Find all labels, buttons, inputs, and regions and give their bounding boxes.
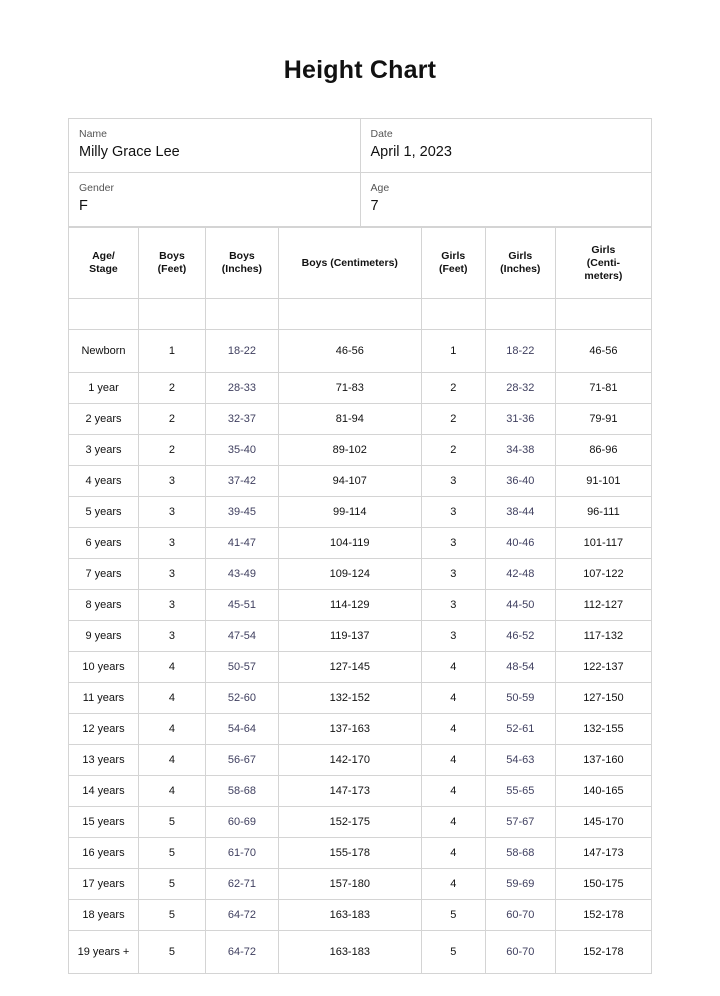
cell-boys-feet: 5 <box>138 869 205 900</box>
height-chart-body <box>69 299 652 974</box>
cell-girls-centimeters: 96-111 <box>555 497 651 528</box>
cell-girls-centimeters: 145-170 <box>555 807 651 838</box>
gender-value: F <box>79 198 88 214</box>
cell-girls-centimeters: 117-132 <box>555 621 651 652</box>
cell-girls-inches: 40-46 <box>485 528 555 559</box>
header-line-2: (Feet) <box>157 263 187 275</box>
cell-boys-feet: 4 <box>138 776 205 807</box>
cell-age-stage: 4 years <box>69 466 139 497</box>
table-row <box>69 838 652 869</box>
cell-age-stage: 18 years <box>69 900 139 931</box>
cell-age-stage: 13 years <box>69 745 139 776</box>
cell-girls-inches: 36-40 <box>485 466 555 497</box>
table-row <box>69 404 652 435</box>
cell-boys-centimeters: 119-137 <box>278 621 421 652</box>
name-cell[interactable] <box>69 119 361 173</box>
cell-girls-feet: 4 <box>421 869 485 900</box>
cell-boys-feet: 3 <box>138 466 205 497</box>
cell-girls-centimeters: 46-56 <box>555 330 651 373</box>
cell-girls-inches: 58-68 <box>485 838 555 869</box>
cell-girls-centimeters: 127-150 <box>555 683 651 714</box>
header-line-1: Boys <box>229 250 255 262</box>
header-line-2: (Feet) <box>438 263 468 275</box>
cell-boys-inches: 47-54 <box>205 621 278 652</box>
column-header-girls-inches <box>485 228 555 299</box>
table-header-row <box>69 228 652 299</box>
table-row <box>69 435 652 466</box>
header-line-1: Girls <box>508 250 533 262</box>
cell-age-stage: 8 years <box>69 590 139 621</box>
cell-girls-feet: 4 <box>421 776 485 807</box>
cell-age-stage: 11 years <box>69 683 139 714</box>
cell-boys-centimeters: 147-173 <box>278 776 421 807</box>
cell-boys-centimeters: 155-178 <box>278 838 421 869</box>
cell-age-stage: Newborn <box>69 330 139 373</box>
cell-boys-feet: 5 <box>138 807 205 838</box>
age-label: Age <box>370 182 390 194</box>
cell-boys-centimeters: 127-145 <box>278 652 421 683</box>
cell-boys-centimeters: 114-129 <box>278 590 421 621</box>
cell-boys-inches: 56-67 <box>205 745 278 776</box>
cell-girls-inches: 48-54 <box>485 652 555 683</box>
cell-boys-feet: 3 <box>138 621 205 652</box>
cell-boys-inches: 61-70 <box>205 838 278 869</box>
cell-girls-inches: 50-59 <box>485 683 555 714</box>
table-row <box>69 330 652 373</box>
header-line-2: (Centi- <box>586 256 620 269</box>
cell-age-stage: 14 years <box>69 776 139 807</box>
cell-boys-inches: 58-68 <box>205 776 278 807</box>
cell-boys-inches: 37-42 <box>205 466 278 497</box>
table-row <box>69 900 652 931</box>
cell-boys-centimeters: 132-152 <box>278 683 421 714</box>
cell-girls-centimeters: 86-96 <box>555 435 651 466</box>
cell-boys-centimeters: 163-183 <box>278 931 421 974</box>
cell-girls-centimeters: 140-165 <box>555 776 651 807</box>
date-value: April 1, 2023 <box>370 144 452 160</box>
cell-age-stage: 1 year <box>69 373 139 404</box>
header-line-2: (Inches) <box>221 263 263 275</box>
date-cell[interactable] <box>360 119 652 173</box>
cell-age-stage: 17 years <box>69 869 139 900</box>
table-row <box>69 528 652 559</box>
cell-boys-feet: 2 <box>138 435 205 466</box>
cell-boys-centimeters: 81-94 <box>278 404 421 435</box>
column-header-boys-inches <box>205 228 278 299</box>
cell-girls-inches: 52-61 <box>485 714 555 745</box>
table-row <box>69 869 652 900</box>
cell-boys-centimeters: 94-107 <box>278 466 421 497</box>
cell-boys-inches: 54-64 <box>205 714 278 745</box>
height-chart-table <box>68 227 652 974</box>
cell-boys-centimeters: 137-163 <box>278 714 421 745</box>
cell-girls-feet: 4 <box>421 714 485 745</box>
age-cell[interactable] <box>360 173 652 227</box>
cell-age-stage: 12 years <box>69 714 139 745</box>
cell-girls-feet: 4 <box>421 838 485 869</box>
cell-boys-inches: 32-37 <box>205 404 278 435</box>
cell-boys-feet: 4 <box>138 714 205 745</box>
cell-age-stage: 19 years + <box>69 931 139 974</box>
cell-boys-feet: 1 <box>138 330 205 373</box>
cell-age-stage: 10 years <box>69 652 139 683</box>
cell-girls-inches: 38-44 <box>485 497 555 528</box>
table-row <box>69 714 652 745</box>
cell-boys-feet: 4 <box>138 652 205 683</box>
cell-boys-feet: 2 <box>138 404 205 435</box>
header-line-1: Boys <box>159 250 185 262</box>
cell-girls-inches: 34-38 <box>485 435 555 466</box>
cell-boys-inches: 41-47 <box>205 528 278 559</box>
cell-boys-feet: 2 <box>138 373 205 404</box>
table-row <box>69 621 652 652</box>
cell-boys-feet: 3 <box>138 528 205 559</box>
cell-boys-feet: 4 <box>138 683 205 714</box>
cell-girls-feet: 3 <box>421 528 485 559</box>
cell-boys-inches: 64-72 <box>205 931 278 974</box>
cell-girls-centimeters: 91-101 <box>555 466 651 497</box>
table-row <box>69 683 652 714</box>
cell-boys-feet: 3 <box>138 590 205 621</box>
cell-boys-inches: 18-22 <box>205 330 278 373</box>
header-line-1: Age/ <box>92 250 115 262</box>
cell-boys-feet: 3 <box>138 497 205 528</box>
cell-girls-feet: 3 <box>421 466 485 497</box>
cell-girls-feet: 4 <box>421 652 485 683</box>
table-row <box>69 119 652 173</box>
cell-boys-feet: 3 <box>138 559 205 590</box>
cell-girls-feet: 1 <box>421 330 485 373</box>
cell-girls-centimeters: 107-122 <box>555 559 651 590</box>
cell-boys-centimeters: 157-180 <box>278 869 421 900</box>
cell-girls-centimeters: 147-173 <box>555 838 651 869</box>
table-row <box>69 497 652 528</box>
name-value: Milly Grace Lee <box>79 144 180 160</box>
cell-boys-centimeters: 89-102 <box>278 435 421 466</box>
cell-boys-inches: 50-57 <box>205 652 278 683</box>
name-label: Name <box>79 128 108 140</box>
header-line-1: Girls <box>441 250 466 262</box>
cell-girls-feet: 3 <box>421 621 485 652</box>
cell-boys-centimeters: 71-83 <box>278 373 421 404</box>
table-row <box>69 745 652 776</box>
cell-age-stage: 7 years <box>69 559 139 590</box>
cell-girls-inches: 59-69 <box>485 869 555 900</box>
cell-girls-inches: 44-50 <box>485 590 555 621</box>
table-row <box>69 590 652 621</box>
gender-cell[interactable] <box>69 173 361 227</box>
cell-age-stage: 5 years <box>69 497 139 528</box>
table-row <box>69 173 652 227</box>
cell-boys-inches: 62-71 <box>205 869 278 900</box>
header-line-1: Boys (Centimeters) <box>301 256 398 269</box>
cell-girls-feet: 4 <box>421 807 485 838</box>
cell-boys-feet: 5 <box>138 838 205 869</box>
cell-girls-centimeters: 101-117 <box>555 528 651 559</box>
patient-info-table <box>68 118 652 227</box>
cell-age-stage: 6 years <box>69 528 139 559</box>
cell-girls-inches: 60-70 <box>485 931 555 974</box>
height-chart-sheet <box>68 118 652 974</box>
cell-girls-feet: 2 <box>421 435 485 466</box>
cell-girls-feet: 2 <box>421 404 485 435</box>
cell-boys-inches: 64-72 <box>205 900 278 931</box>
cell-girls-inches: 55-65 <box>485 776 555 807</box>
cell-girls-feet: 4 <box>421 683 485 714</box>
cell-girls-centimeters: 150-175 <box>555 869 651 900</box>
gender-label: Gender <box>79 182 115 194</box>
cell-girls-feet: 5 <box>421 931 485 974</box>
page-title: Height Chart <box>283 56 437 84</box>
table-row <box>69 373 652 404</box>
table-row <box>69 652 652 683</box>
cell-boys-inches: 45-51 <box>205 590 278 621</box>
cell-girls-inches: 28-32 <box>485 373 555 404</box>
cell-girls-feet: 5 <box>421 900 485 931</box>
cell-boys-centimeters: 109-124 <box>278 559 421 590</box>
header-line-1: Girls <box>591 243 616 256</box>
date-label: Date <box>370 128 393 140</box>
cell-girls-centimeters: 79-91 <box>555 404 651 435</box>
cell-age-stage: 16 years <box>69 838 139 869</box>
table-row <box>69 931 652 974</box>
column-header-age-stage <box>69 228 139 299</box>
cell-girls-centimeters: 152-178 <box>555 931 651 974</box>
column-header-boys-feet <box>138 228 205 299</box>
cell-boys-inches: 39-45 <box>205 497 278 528</box>
cell-girls-inches: 42-48 <box>485 559 555 590</box>
cell-girls-inches: 18-22 <box>485 330 555 373</box>
cell-boys-centimeters: 152-175 <box>278 807 421 838</box>
cell-boys-inches: 43-49 <box>205 559 278 590</box>
cell-boys-centimeters: 142-170 <box>278 745 421 776</box>
cell-boys-centimeters: 46-56 <box>278 330 421 373</box>
cell-girls-inches: 57-67 <box>485 807 555 838</box>
header-line-3: meters) <box>584 269 623 282</box>
cell-girls-centimeters: 122-137 <box>555 652 651 683</box>
cell-girls-centimeters: 132-155 <box>555 714 651 745</box>
age-value: 7 <box>370 198 379 214</box>
column-header-girls-centimeters <box>555 228 651 299</box>
cell-girls-feet: 4 <box>421 745 485 776</box>
header-line-2: (Inches) <box>500 263 541 275</box>
cell-boys-inches: 52-60 <box>205 683 278 714</box>
cell-girls-feet: 3 <box>421 559 485 590</box>
cell-age-stage: 2 years <box>69 404 139 435</box>
cell-girls-feet: 3 <box>421 590 485 621</box>
spacer-row <box>69 299 652 330</box>
cell-boys-feet: 5 <box>138 931 205 974</box>
cell-boys-inches: 28-33 <box>205 373 278 404</box>
cell-girls-inches: 54-63 <box>485 745 555 776</box>
cell-girls-centimeters: 152-178 <box>555 900 651 931</box>
cell-boys-inches: 60-69 <box>205 807 278 838</box>
cell-girls-centimeters: 71-81 <box>555 373 651 404</box>
cell-girls-inches: 60-70 <box>485 900 555 931</box>
cell-girls-centimeters: 137-160 <box>555 745 651 776</box>
cell-age-stage: 9 years <box>69 621 139 652</box>
cell-boys-feet: 5 <box>138 900 205 931</box>
cell-age-stage: 15 years <box>69 807 139 838</box>
cell-boys-centimeters: 163-183 <box>278 900 421 931</box>
cell-boys-feet: 4 <box>138 745 205 776</box>
cell-girls-inches: 46-52 <box>485 621 555 652</box>
cell-boys-centimeters: 104-119 <box>278 528 421 559</box>
cell-age-stage: 3 years <box>69 435 139 466</box>
column-header-girls-feet <box>421 228 485 299</box>
table-row <box>69 466 652 497</box>
cell-girls-inches: 31-36 <box>485 404 555 435</box>
cell-girls-centimeters: 112-127 <box>555 590 651 621</box>
column-header-boys-centimeters <box>278 228 421 299</box>
table-row <box>69 776 652 807</box>
cell-girls-feet: 3 <box>421 497 485 528</box>
table-row <box>69 559 652 590</box>
table-row <box>69 807 652 838</box>
header-line-2: Stage <box>89 263 118 275</box>
cell-girls-feet: 2 <box>421 373 485 404</box>
cell-boys-inches: 35-40 <box>205 435 278 466</box>
cell-boys-centimeters: 99-114 <box>278 497 421 528</box>
